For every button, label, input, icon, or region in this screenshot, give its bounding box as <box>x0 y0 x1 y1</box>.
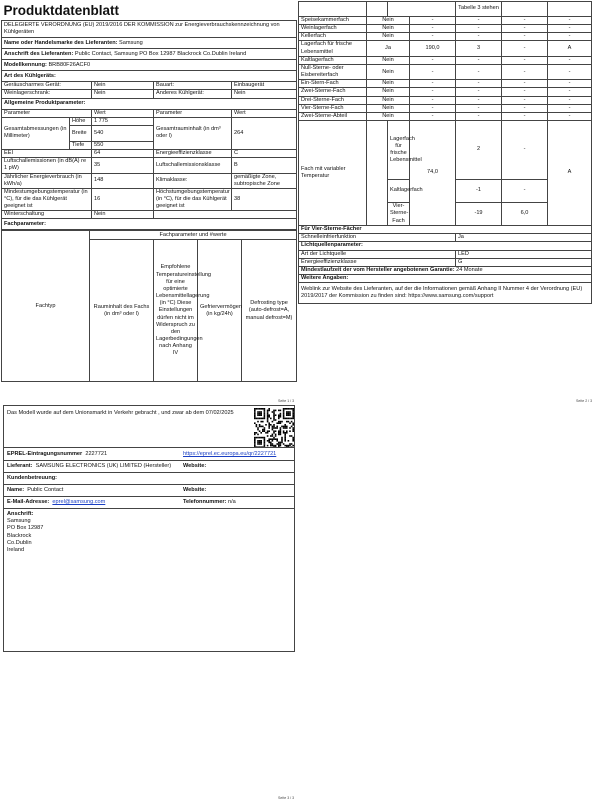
supplier-name-label: Name oder Handelsmarke des Lieferanten: <box>4 39 118 46</box>
compartment-name: Weinlagerfach <box>299 25 367 33</box>
address-heading: Anschrift: <box>7 511 34 517</box>
variable-temp-1: 2 <box>456 121 502 180</box>
compartment-params-header: Fachparameter und #werte <box>90 231 297 240</box>
fast-freeze-label: Schnelleinfrierfunktion <box>299 234 456 242</box>
document-title: Produktdatenblatt <box>2 1 297 21</box>
compartment-name: Kaltlagerfach <box>299 56 367 64</box>
email-label: E-Mail-Adresse: <box>7 499 50 505</box>
table-3-header: Tabelle 3 stehen <box>456 2 502 17</box>
compartment-temp: - <box>456 80 502 88</box>
quiet-value: Nein <box>92 82 154 90</box>
compartment-present: Nein <box>367 112 410 120</box>
variable-temp-2: -1 <box>456 180 502 203</box>
other-appliance-label: Anderes Kühlgerät: <box>154 90 232 98</box>
noise-label: Luftschallemissionen (in dB(A) re 1 pW) <box>2 158 92 173</box>
address-line: PO Box 12987 <box>7 525 44 532</box>
col-defrost-type: Defrosting type (auto-defrost=A, manual defrost=M) <box>242 240 297 382</box>
depth-value: 550 <box>92 141 154 149</box>
max-temp-label: Höchstumgebungstemperatur (in °C), für die das Kühlgerät geeignet ist <box>154 188 232 210</box>
compartment-row <box>299 104 592 112</box>
winter-value: Nein <box>92 211 154 219</box>
compartment-row <box>299 41 592 56</box>
compartment-name: Ein-Stern-Fach <box>299 80 367 88</box>
light-heading: Lichtquellenparameter: <box>299 242 592 250</box>
compartment-temp: - <box>456 64 502 79</box>
compartment-row <box>299 64 592 79</box>
variable-temp-label: Fach mit variabler Temperatur <box>299 121 367 226</box>
phone-label: Telefonnummer: <box>183 499 227 505</box>
compartment-defrost: - <box>548 56 592 64</box>
col-parameter-2: Parameter <box>154 109 232 117</box>
min-temp-value: 16 <box>92 188 154 210</box>
col-recommended-temp: Empfohlene Temperatureinstellung für eine optimierte Lebensmittellagerung (in °C) Diese Einstellungen dürfen nicht im Widerspruch zu den Lagerbedingungen nach Anhang IV <box>154 240 198 382</box>
warranty-label: Mindestlaufzeit der vom Hersteller angebotenen Garantie: <box>301 266 455 273</box>
page-number-1: Seite 1 / 3 <box>278 399 295 403</box>
compartment-header-table <box>1 230 297 382</box>
compartment-volume: - <box>410 64 456 79</box>
light-class-value: G <box>456 258 592 266</box>
compartment-freeze: - <box>502 88 548 96</box>
noise-class-label: Luftschallemissionsklasse <box>154 158 232 173</box>
variable-freeze-2: - <box>502 180 548 203</box>
compartment-row <box>299 33 592 41</box>
compartment-volume: - <box>410 56 456 64</box>
qr-code <box>254 408 294 448</box>
compartment-present: Nein <box>367 104 410 112</box>
model-value: BRB80F26ACF0 <box>48 61 91 68</box>
compartment-temp: - <box>456 112 502 120</box>
compartment-volume: - <box>410 25 456 33</box>
compartment-present: Nein <box>367 56 410 64</box>
compartment-present: Nein <box>367 80 410 88</box>
compartment-defrost: A <box>548 41 592 56</box>
quiet-label: Geräuscharmes Gerät: <box>2 82 92 90</box>
height-value: 1 775 <box>92 117 154 125</box>
compartment-volume: - <box>410 96 456 104</box>
compartment-present: Nein <box>367 64 410 79</box>
compartment-freeze: - <box>502 80 548 88</box>
supplier-address-value: Public Contact, Samsung PO Box 12987 Blackrock Co.Dublin Ireland <box>74 50 247 57</box>
type-heading: Art des Kühlgeräts: <box>2 71 297 82</box>
light-class-label: Energieeffizienzklasse <box>299 258 456 266</box>
compartment-volume: - <box>410 17 456 25</box>
col-volume: Rauminhalt des Fachs (in dm³ oder l) <box>90 240 154 382</box>
col-value: Wert <box>92 109 154 117</box>
address-block <box>7 518 291 554</box>
compartment-freeze: - <box>502 41 548 56</box>
compartment-freeze: - <box>502 96 548 104</box>
variable-freeze-1: - <box>502 121 548 180</box>
col-fachtyp: Fachtyp <box>2 231 90 382</box>
phone-value: n/a <box>227 499 236 505</box>
compartment-name: Zwei-Sterne-Abteil <box>299 112 367 120</box>
four-star-heading: Für Vier-Sterne-Fächer <box>299 226 592 234</box>
compartment-temp: - <box>456 33 502 41</box>
climate-class-value: gemäßigte Zone, subtropische Zone <box>232 173 297 188</box>
compartment-volume: - <box>410 104 456 112</box>
compartment-freeze: - <box>502 64 548 79</box>
general-heading: Allgemeine Produktparameter: <box>2 98 297 109</box>
variable-temp-3: -19 <box>456 203 502 226</box>
compartment-present: Ja <box>367 41 410 56</box>
light-type-label: Art der Lichtquelle <box>299 250 456 258</box>
compartment-values-table <box>298 1 592 304</box>
datasheet-page-2 <box>298 1 592 304</box>
compartment-volume: - <box>410 88 456 96</box>
eei-label: EEI <box>2 150 92 158</box>
market-text: Das Modell wurde auf dem Unionsmarkt in Verkehr gebracht , und zwar ab dem 07/02/2025 <box>7 410 234 416</box>
compartment-row <box>299 80 592 88</box>
eprel-link[interactable]: https://eprel.ec.europa.eu/qr/2227721 <box>183 451 277 457</box>
wine-cabinet-value: Nein <box>92 90 154 98</box>
compartment-defrost: - <box>548 25 592 33</box>
compartment-row <box>299 112 592 120</box>
other-appliance-value: Nein <box>232 90 297 98</box>
address-line: Co.Dublin <box>7 539 32 546</box>
supplier-value: SAMSUNG ELECTRONICS (UK) LIMITED (Hersteller) <box>35 463 172 469</box>
compartment-temp: - <box>456 25 502 33</box>
contact-name-label: Name: <box>7 487 25 493</box>
variable-sub-four-star: Vier-Sterne-Fach <box>388 203 410 226</box>
design-label: Bauart: <box>154 82 232 90</box>
compartment-name: Drei-Sterne-Fach <box>299 96 367 104</box>
compartment-defrost: - <box>548 112 592 120</box>
email-link[interactable]: eprel@samsung.com <box>52 499 106 505</box>
compartment-volume: - <box>410 80 456 88</box>
compartment-row <box>299 56 592 64</box>
energy-class-value: C <box>232 150 297 158</box>
variable-sub-fresh: Lagerfach für frische Lebensmittel <box>388 121 410 180</box>
compartment-temp: - <box>456 17 502 25</box>
wine-cabinet-label: Weinlagerschrank: <box>2 90 92 98</box>
dimensions-label: Gesamtabmessungen (in Millimeter) <box>2 117 70 149</box>
address-line: Blackrock <box>7 532 32 539</box>
compartment-row <box>299 25 592 33</box>
contact-name-value: Public Contact <box>27 487 64 493</box>
height-label: Höhe <box>70 117 92 125</box>
compartment-present: Nein <box>367 88 410 96</box>
annual-energy-label: Jährlicher Energieverbrauch (in kWh/a) <box>2 173 92 188</box>
compartment-freeze: - <box>502 17 548 25</box>
compartment-freeze: - <box>502 33 548 41</box>
variable-defrost: A <box>548 121 592 226</box>
page-number-2: Seite 2 / 3 <box>576 399 593 403</box>
regulation-text: DELEGIERTE VERORDNUNG (EU) 2019/2016 DER KOMMISSION zur Energieverbrauchskennzeichnung von Kühlgeräten <box>2 21 297 38</box>
compartment-freeze: - <box>502 56 548 64</box>
compartment-freeze: - <box>502 112 548 120</box>
compartment-name: Vier-Sterne-Fach <box>299 104 367 112</box>
compartment-name: Zwei-Sterne-Fach <box>299 88 367 96</box>
design-value: Einbaugerät <box>232 82 297 90</box>
eei-value: 64 <box>92 150 154 158</box>
compartment-temp: - <box>456 96 502 104</box>
compartment-freeze: - <box>502 25 548 33</box>
winter-label: Winterschaltung <box>2 211 92 219</box>
compartment-defrost: - <box>548 33 592 41</box>
col-value-2: Wert <box>232 109 297 117</box>
compartment-row <box>299 88 592 96</box>
noise-value: 35 <box>92 158 154 173</box>
supplier-address-label: Anschrift des Lieferanten: <box>4 50 74 57</box>
datasheet-page-1 <box>1 1 297 382</box>
compartment-defrost: - <box>548 96 592 104</box>
compartment-row <box>299 96 592 104</box>
general-parameters-table <box>1 1 297 230</box>
compartment-defrost: - <box>548 104 592 112</box>
compartment-temp: - <box>456 104 502 112</box>
further-heading: Weitere Angaben: <box>299 274 592 282</box>
compartment-temp: - <box>456 88 502 96</box>
compartment-row <box>299 17 592 25</box>
variable-volume: 74,0 <box>410 121 456 226</box>
compartment-present: Nein <box>367 17 410 25</box>
address-line: Samsung <box>7 518 31 524</box>
compartment-volume: 190,0 <box>410 41 456 56</box>
col-freezing-capacity: Gefriervermögen (in kg/24h) <box>198 240 242 382</box>
further-url: https://www.samsung.com/support <box>408 293 494 300</box>
compartment-name: Null-Sterne- oder Eisbereiterfach <box>299 64 367 79</box>
fast-freeze-value: Ja <box>456 234 592 242</box>
page-number-3: Seite 3 / 3 <box>278 796 295 800</box>
compartment-defrost: - <box>548 88 592 96</box>
min-temp-label: Mindestumgebungstemperatur (in °C), für die das Kühlgerät geeignet ist <box>2 188 92 210</box>
supplier-name-value: Samsung <box>119 39 143 46</box>
max-temp-value: 38 <box>232 188 297 210</box>
width-value: 540 <box>92 125 154 141</box>
address-line: Ireland <box>7 547 25 554</box>
compartment-present: Nein <box>367 33 410 41</box>
width-label: Breite <box>70 125 92 141</box>
further-text: Weblink zur Website des Lieferanten, auf der die Informationen gemäß Anhang II Nummer 4 der Verordnung (EU) 2019/2017 der Kommission zu finden sind: <box>301 285 583 300</box>
climate-class-label: Klimaklasse: <box>154 173 232 188</box>
noise-class-value: B <box>232 158 297 173</box>
compartment-defrost: - <box>548 17 592 25</box>
compartment-temp: - <box>456 56 502 64</box>
variable-freeze-3: 6,0 <box>502 203 548 226</box>
support-heading: Kundenbetreuung: <box>7 475 58 481</box>
compartment-name: Speisekammerfach <box>299 17 367 25</box>
volume-label: Gesamtrauminhalt (in dm³ oder l) <box>154 117 232 149</box>
warranty-value: 24 Monate <box>456 266 483 273</box>
compartment-name: Lagerfach für frische Lebensmittel <box>299 41 367 56</box>
col-parameter: Parameter <box>2 109 92 117</box>
compartment-volume: - <box>410 33 456 41</box>
compartment-volume: - <box>410 112 456 120</box>
website-label: Website: <box>183 463 207 469</box>
depth-label: Tiefe <box>70 141 92 149</box>
compartment-name: Kellerfach <box>299 33 367 41</box>
datasheet-page-3 <box>3 405 295 652</box>
compartment-defrost: - <box>548 80 592 88</box>
compartment-defrost: - <box>548 64 592 79</box>
volume-value: 264 <box>232 117 297 149</box>
variable-sub-chill: Kaltlagerfach <box>388 180 410 203</box>
eprel-label: EPREL-Eintragungsnummer <box>7 451 83 457</box>
compartment-heading: Fachparameter: <box>2 219 297 230</box>
light-type-value: LED <box>456 250 592 258</box>
compartment-present: Nein <box>367 96 410 104</box>
website-2-label: Website: <box>183 487 207 493</box>
compartment-temp: 3 <box>456 41 502 56</box>
compartment-present: Nein <box>367 25 410 33</box>
model-label: Modellkennung: <box>4 61 47 68</box>
compartment-freeze: - <box>502 104 548 112</box>
annual-energy-value: 148 <box>92 173 154 188</box>
energy-class-label: Energieeffizienzklasse <box>154 150 232 158</box>
supplier-label: Lieferant: <box>7 463 33 469</box>
eprel-value: 2227721 <box>85 451 108 457</box>
